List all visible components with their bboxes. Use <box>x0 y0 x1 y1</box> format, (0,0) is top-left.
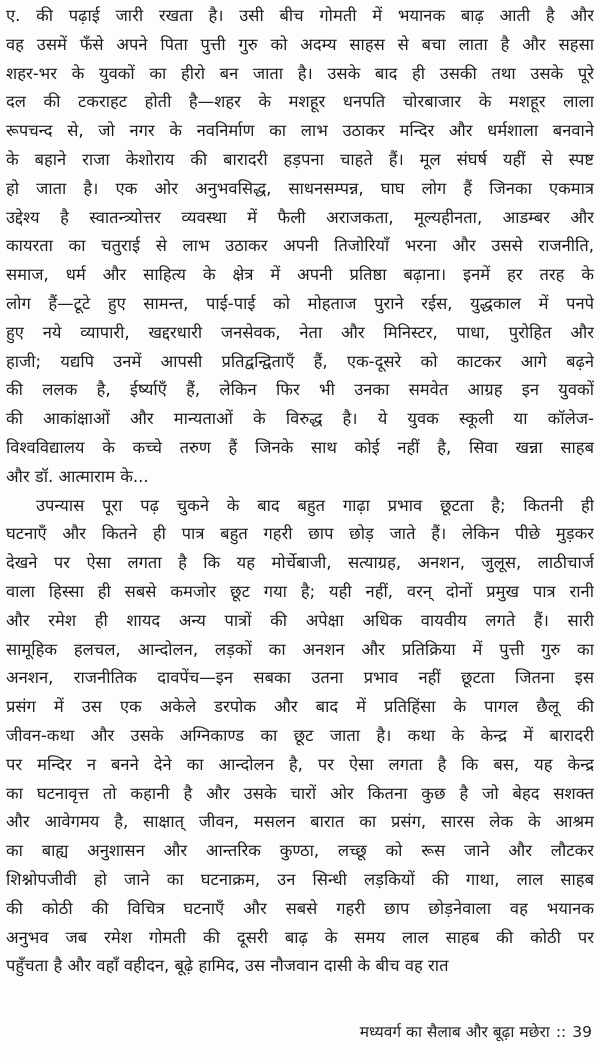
page-number: 39 <box>572 1023 592 1041</box>
text-line: कायरता का चतुराई से लाभ उठाकर अपनी तिजोरियाँ भरना और उससे राजनीति, <box>6 236 594 256</box>
text-line: सामूहिक हलचल, आन्दोलन, लड़कों का अनशन और प्रतिक्रिया में पुत्ती गुरु का <box>6 639 594 659</box>
text-line: लोग हैं—टूटे हुए सामन्त, पाई-पाई को मोहताज पुराने रईस, युद्धकाल में पनपे <box>6 293 594 313</box>
text-line: घटनाएँ और कितने ही पात्र बहुत गहरी छाप छोड़ जाते हैं। लेकिन पीछे मुड़कर <box>6 524 594 544</box>
text-line: हाजी; यद्यपि उनमें आपसी प्रतिद्वन्द्विताएँ हैं, एक-दूसरे को काटकर आगे बढ़ने <box>6 351 594 371</box>
text-line: की आकांक्षाओं और मान्यताओं के विरुद्ध है। ये युवक स्कूली या कॉलेज- <box>6 409 594 429</box>
text-line: जीवन-कथा और उसके अग्निकाण्ड का छूट जाता है। कथा के केन्द्र में बारादरी <box>6 725 594 745</box>
paragraph <box>6 2 594 492</box>
text-line: उपन्यास पूरा पढ़ चुकने के बाद बहुत गाढ़ा प्रभाव छूटता है; कितनी ही <box>36 495 594 515</box>
text-line: अनुभव जब रमेश गोमती की दूसरी बाढ़ के समय लाल साहब की कोठी पर <box>6 927 594 947</box>
text-line: वह उसमें फँसे अपने पिता पुत्ती गुरु को अदम्य साहस से बचा लाता है और सहसा <box>6 34 594 54</box>
text-line: शहर-भर के युवकों का हीरो बन जाता है। उसके बाद ही उसकी तथा उसके पूरे <box>6 63 594 83</box>
text-line: और रमेश ही शायद अन्य पात्रों की अपेक्षा अधिक वायवीय लगते हैं। सारी <box>6 610 594 630</box>
text-line: समाज, धर्म और साहित्य के क्षेत्र में अपनी प्रतिष्ठा बढ़ाना। इनमें हर तरह के <box>6 265 594 285</box>
page-footer <box>360 1020 592 1042</box>
text-line: का बाह्य अनुशासन और आन्तरिक कुण्ठा, लच्छू को रूस जाने और लौटकर <box>6 841 594 861</box>
text-line: अनशन, राजनीतिक दावपेंच—इन सबका उतना प्रभाव नहीं छूटता जितना इस <box>6 668 594 688</box>
body-text <box>6 2 594 981</box>
text-line: हो जाता है। एक ओर अनुभवसिद्ध, साधनसम्पन्न, घाघ लोग हैं जिनका एकमात्र <box>6 178 594 198</box>
text-line: और आवेगमय है, साक्षात् जीवन, मसलन बारात का प्रसंग, सारस लेक के आश्रम <box>6 812 594 832</box>
text-line: प्रसंग में उस एक अकेले डरपोक और बाद में प्रतिहिंसा के पागल छैलू की <box>6 697 594 717</box>
text-line: शिश्नोपजीवी हो जाने का घटनाक्रम, उन सिन्धी लड़कियों की गाथा, लाल साहब <box>6 869 594 889</box>
paragraph <box>6 492 594 982</box>
text-line: विश्वविद्यालय के कच्चे तरुण हैं जिनके साथ कोई नहीं है, सिवा खन्ना साहब <box>6 437 594 457</box>
text-line: की ललक है, ईर्ष्याएँ हैं, लेकिन फिर भी उनका समवेत आग्रह इन युवकों <box>6 380 594 400</box>
text-line: उद्देश्य है स्वातन्त्र्योत्तर व्यवस्था में फैली अराजकता, मूल्यहीनता, आडम्बर और <box>6 207 594 227</box>
text-line: की कोठी की विचित्र घटनाएँ और सबसे गहरी छाप छोड़नेवाला वह भयानक <box>6 898 594 918</box>
text-line: हुए नये व्यापारी, खद्दरधारी जनसेवक, नेता और मिनिस्टर, पाधा, पुरोहित और <box>6 322 594 342</box>
text-line: दल की टकराहट होती है—शहर के मशहूर धनपति चोरबाजार के मशहूर लाला <box>6 92 594 112</box>
running-title: मध्यवर्ग का सैलाब और बूढ़ा मछेरा <box>359 1023 550 1041</box>
text-line: वाला हिस्सा ही सबसे कमजोर छूट गया है; यही नहीं, वरन् दोनों प्रमुख पात्र रानी <box>6 581 594 601</box>
text-line: का घटनावृत्त तो कहानी है और उसके चारों ओर कितना कुछ है जो बेहद सशक्त <box>6 783 594 803</box>
text-line: ए. की पढ़ाई जारी रखता है। उसी बीच गोमती में भयानक बाढ़ आती है और <box>6 6 594 25</box>
footer-separator: :: <box>555 1023 567 1041</box>
text-line: के बहाने राजा केशोराय की बारादरी हड़पना चाहते हैं। मूल संघर्ष यहीं से स्पष्ट <box>6 149 594 169</box>
text-line: पर मन्दिर न बनने देने का आन्दोलन है, पर ऐसा लगता है कि बस, यह केन्द्र <box>6 754 594 774</box>
text-line: रूपचन्द से, जो नगर के नवनिर्माण का लाभ उठाकर मन्दिर और धर्मशाला बनवाने <box>6 121 594 141</box>
text-line: देखने पर ऐसा लगता है कि यह मोर्चेबाजी, सत्याग्रह, अनशन, जुलूस, लाठीचार्ज <box>6 553 594 573</box>
text-line: और डॉ. आत्माराम के... <box>6 466 149 486</box>
text-line: पहुँचता है और वहाँ वहीदन, बूढ़े हामिद, उस नौजवान दासी के बीच वह रात <box>6 956 449 976</box>
